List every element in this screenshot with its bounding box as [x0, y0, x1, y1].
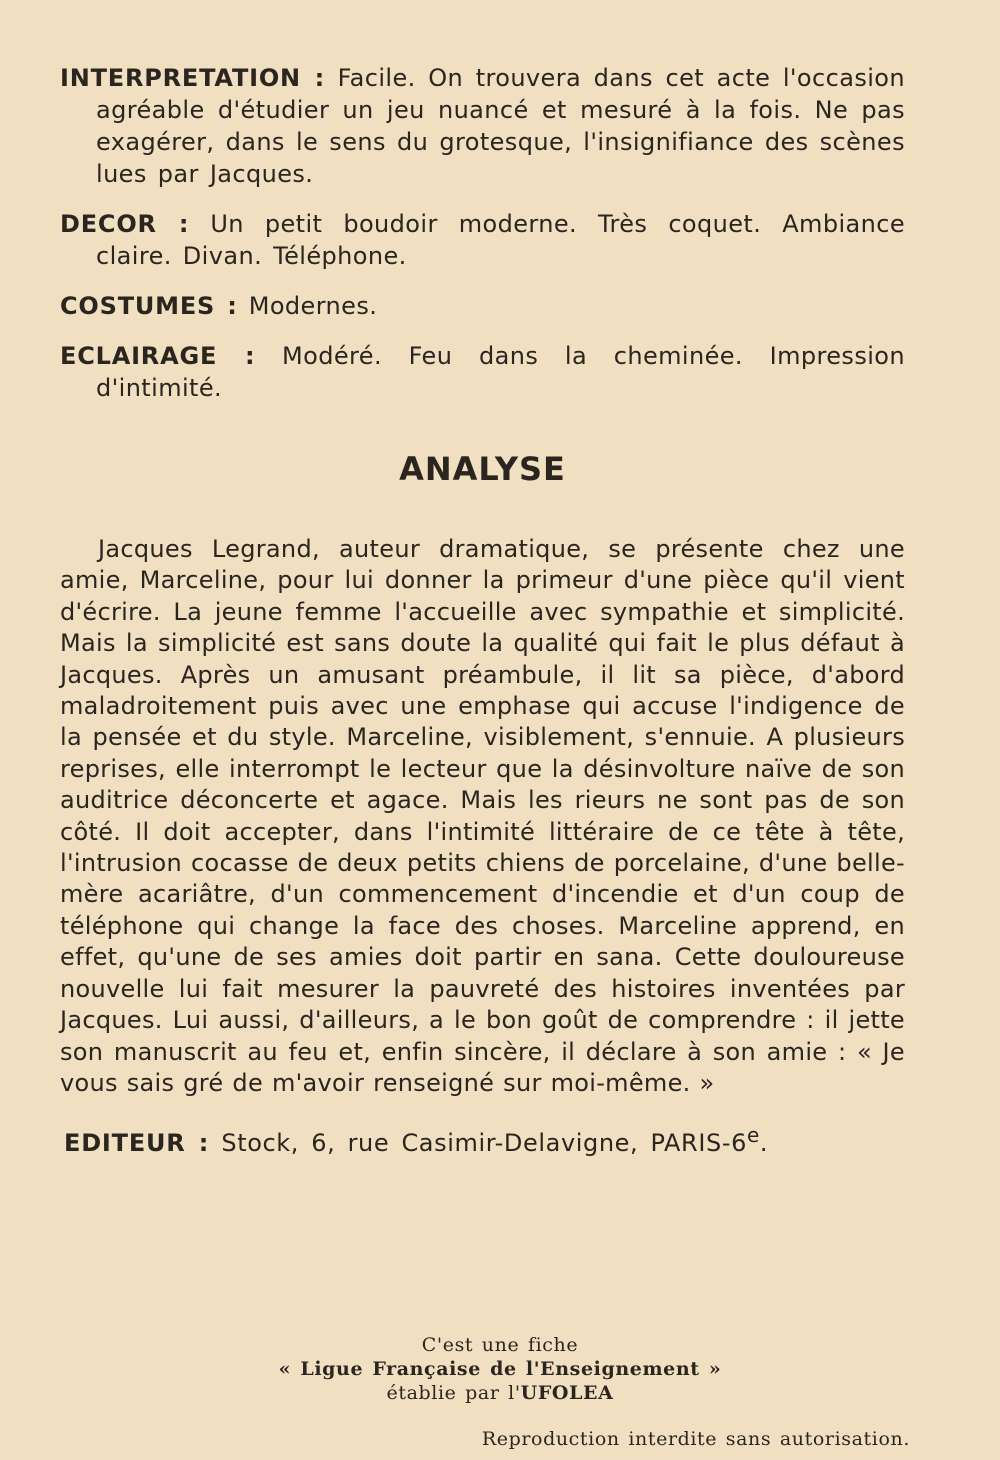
document-page	[60, 62, 905, 1159]
footer-line-3: établie par l'UFOLEA	[386, 1382, 614, 1404]
decor-text: Un petit boudoir moderne. Très coquet. Ambiance claire. Divan. Téléphone.	[96, 210, 906, 270]
decor-label: DECOR :	[60, 210, 190, 238]
interpretation-label: INTERPRETATION :	[60, 64, 326, 92]
eclairage-label: ECLAIRAGE :	[60, 342, 256, 370]
analysis-paragraph: Jacques Legrand, auteur dramatique, se présente chez une amie, Marceline, pour lui donner la primeur d'une pièce qu'il vient d'écrire. La jeune femme l'accueille avec sympathie et simplicité. Mais la simplicité est sans doute la qualité qui fait le plus défaut à Jacques. Après un amusant préambule, il lit sa pièce, d'abord maladroitement puis avec une emphase qui accuse l'indigence de la pensée et du style. Marceline, visiblement, s'ennuie. A plusieurs reprises, elle interrompt le lecteur que la désinvolture naïve de son auditrice déconcerte et agace. Mais les rieurs ne sont pas de son côté. Il doit accepter, dans l'intimité littéraire de ce tête à tête, l'intrusion cocasse de deux petits chiens de porcelaine, d'une belle-mère acariâtre, d'un commencement d'incendie et d'un coup de téléphone qui change la face des choses. Marceline apprend, en effet, qu'une de ses amies doit partir en sana. Cette douloureuse nouvelle lui fait mesurer la pauvreté des histoires inventées par Jacques. Lui aussi, d'ailleurs, a le bon goût de comprendre : il jette son manuscrit au feu et, enfin sincère, il déclare à son amie : « Je vous sais gré de m'avoir renseigné sur moi-même. »	[60, 535, 905, 1097]
decor-entry	[60, 208, 905, 272]
reproduction-notice: Reproduction interdite sans autorisation.	[481, 1428, 910, 1450]
editor-suffix: .	[759, 1129, 769, 1158]
footer	[0, 1333, 1000, 1405]
eclairage-text: Modéré. Feu dans la cheminée. Impression d'intimité.	[96, 342, 905, 402]
costumes-text: Modernes.	[248, 292, 378, 320]
interpretation-text: Facile. On trouvera dans cet acte l'occasion agréable d'étudier un jeu nuancé et mesuré à la fois. Ne pas exagérer, dans le sens du grotesque, l'insignifiance des scènes lues par Jacques.	[96, 64, 905, 188]
editor-text: Stock, 6, rue Casimir-Delavigne, PARIS-6	[221, 1129, 747, 1158]
analysis-title: ANALYSE	[399, 450, 566, 488]
interpretation-entry	[60, 62, 905, 190]
editor-entry	[64, 1119, 905, 1159]
editor-label: EDITEUR :	[64, 1129, 210, 1158]
ufolea-acronym: UFOLEA	[520, 1382, 614, 1404]
costumes-label: COSTUMES :	[60, 292, 238, 320]
editor-superscript: e	[746, 1123, 760, 1148]
costumes-entry	[60, 290, 905, 322]
eclairage-entry	[60, 340, 905, 404]
footer-line-2: « Ligue Française de l'Enseignement »	[278, 1358, 722, 1380]
footer-line-1: C'est une fiche	[421, 1334, 579, 1356]
